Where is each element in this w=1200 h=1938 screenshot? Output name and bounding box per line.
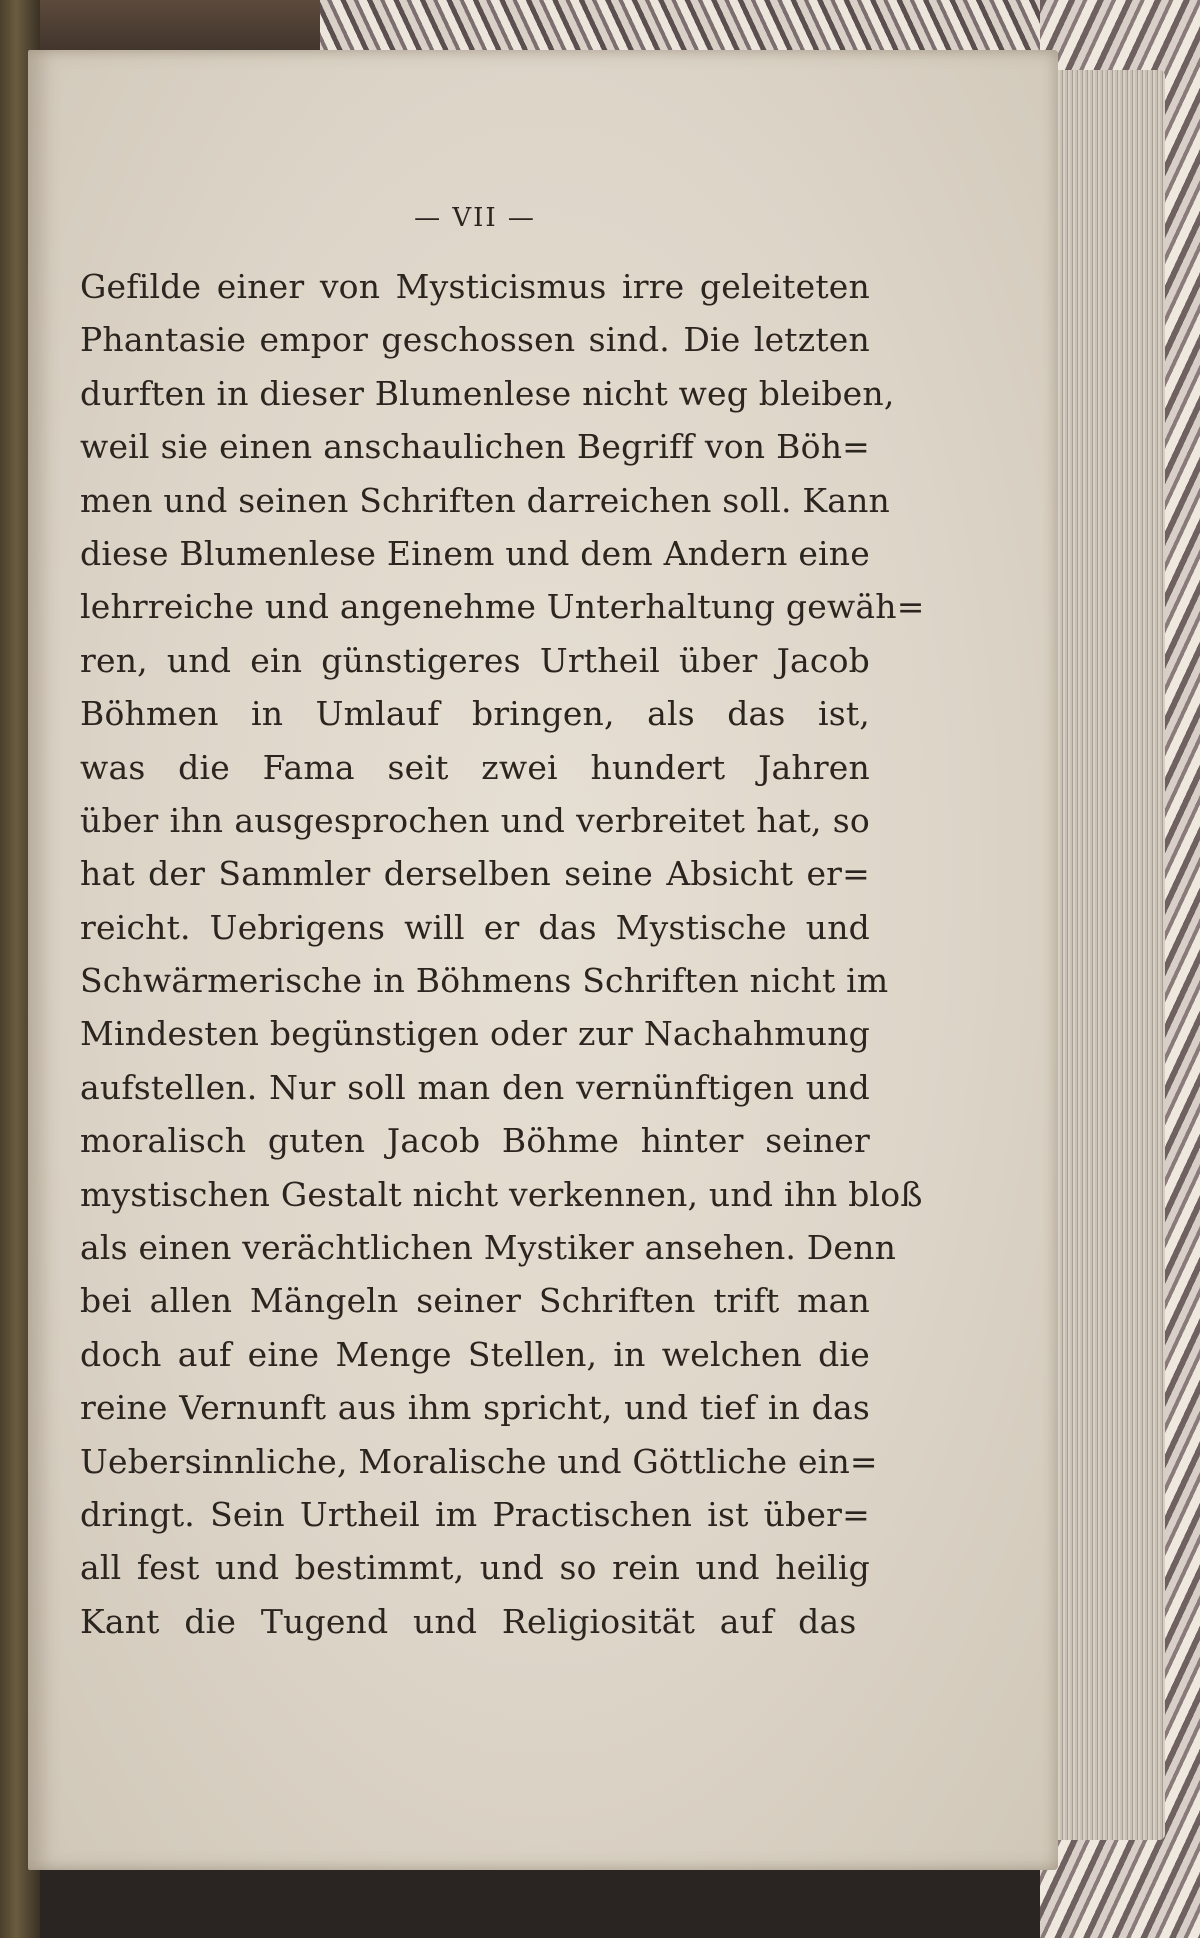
page-text-block <box>80 200 925 1648</box>
text-line: ren, und ein günstigeres Urtheil über Jacob <box>80 640 870 680</box>
text-line: als einen verächtlichen Mystiker ansehen. Denn <box>80 1228 897 1268</box>
text-line: dringt. Sein Urtheil im Practischen ist über= <box>80 1494 870 1534</box>
text-line: men und seinen Schriften darreichen soll. Kann <box>80 480 891 520</box>
text-line: lehrreiche und angenehme Unterhaltung gewäh= <box>80 587 925 627</box>
text-line: Phantasie empor geschossen sind. Die letzten <box>80 320 870 360</box>
page-number-header: — VII — <box>414 203 536 233</box>
text-line: reicht. Uebrigens will er das Mystische und <box>80 907 870 947</box>
page-edges <box>1045 70 1165 1840</box>
text-line: über ihn ausgesprochen und verbreitet hat, so <box>80 800 870 840</box>
text-line: Uebersinnliche, Moralische und Göttliche ein= <box>80 1441 878 1481</box>
text-line: durften in dieser Blumenlese nicht weg bleiben, <box>80 373 895 413</box>
text-line: Kant die Tugend und Religiosität auf das <box>80 1601 857 1641</box>
text-body <box>80 260 925 1648</box>
text-line: Mindesten begünstigen oder zur Nachahmung <box>80 1014 870 1054</box>
book-page <box>28 50 1058 1870</box>
text-line: reine Vernunft aus ihm spricht, und tief in das <box>80 1388 870 1428</box>
text-line: moralisch guten Jacob Böhme hinter seiner <box>80 1121 870 1161</box>
text-line: weil sie einen anschaulichen Begriff von Böh= <box>80 427 870 467</box>
text-line: was die Fama seit zwei hundert Jahren <box>80 747 870 787</box>
text-line: all fest und bestimmt, und so rein und heilig <box>80 1548 870 1588</box>
text-line: hat der Sammler derselben seine Absicht er= <box>80 854 870 894</box>
text-line: diese Blumenlese Einem und dem Andern eine <box>80 533 870 573</box>
text-line: Gefilde einer von Mysticismus irre geleiteten <box>80 267 870 306</box>
text-line: aufstellen. Nur soll man den vernünftigen und <box>80 1067 870 1107</box>
text-line: mystischen Gestalt nicht verkennen, und ihn bloß <box>80 1174 923 1214</box>
text-line: Schwärmerische in Böhmens Schriften nicht im <box>80 961 889 1001</box>
text-line: doch auf eine Menge Stellen, in welchen die <box>80 1334 870 1374</box>
text-line: Böhmen in Umlauf bringen, als das ist, <box>80 694 870 734</box>
text-line: bei allen Mängeln seiner Schriften trift man <box>80 1281 870 1321</box>
